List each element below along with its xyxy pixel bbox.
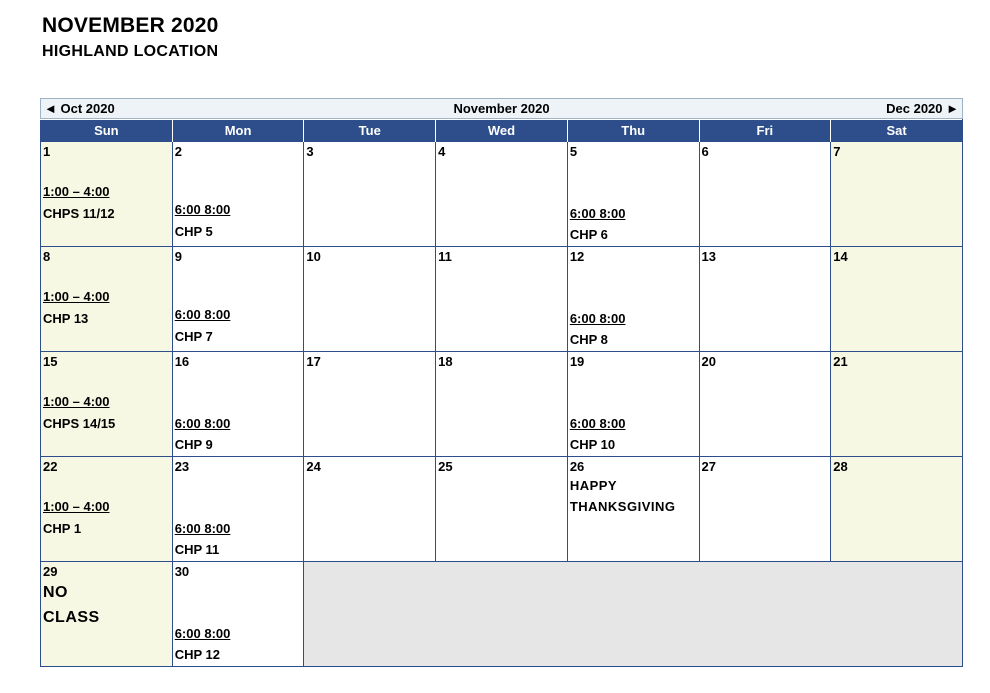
day-cell-6[interactable] <box>699 142 831 247</box>
day-cell-15[interactable] <box>41 352 173 457</box>
no-class-line2: CLASS <box>43 609 100 626</box>
holiday-label-line2: THANKSGIVING <box>569 499 676 514</box>
calendar-grid <box>40 119 963 667</box>
event-time[interactable]: 6:00 8:00 <box>569 416 626 431</box>
day-cell-29[interactable] <box>41 562 173 667</box>
day-cell-2[interactable] <box>172 142 304 247</box>
next-month-link[interactable]: Dec 2020 ► <box>886 101 959 116</box>
weekday-mon: Mon <box>172 120 304 142</box>
event-label: CHP 1 <box>43 521 82 536</box>
day-cell-18[interactable] <box>436 352 568 457</box>
day-number: 1 <box>43 144 51 159</box>
week-row <box>41 457 963 562</box>
day-number: 16 <box>174 354 190 369</box>
event-time[interactable]: 6:00 8:00 <box>174 521 231 536</box>
event-label: CHP 9 <box>174 437 213 452</box>
week-row <box>41 247 963 352</box>
event-label: CHP 7 <box>174 329 213 344</box>
day-number: 10 <box>306 249 321 264</box>
day-cell-27[interactable] <box>699 457 831 562</box>
day-cell-9[interactable] <box>172 247 304 352</box>
event-time[interactable]: 1:00 – 4:00 <box>43 394 110 409</box>
day-number: 27 <box>701 459 716 474</box>
calendar-nav-bar <box>40 98 963 119</box>
event-time[interactable]: 6:00 8:00 <box>569 311 626 326</box>
day-cell-21[interactable] <box>831 352 963 457</box>
page-title: NOVEMBER 2020 <box>42 14 219 37</box>
day-number: 6 <box>701 144 709 159</box>
weekday-wed: Wed <box>436 120 568 142</box>
day-number: 12 <box>569 249 585 264</box>
event-time[interactable]: 6:00 8:00 <box>174 307 231 322</box>
day-cell-24[interactable] <box>304 457 436 562</box>
day-number: 11 <box>438 249 452 264</box>
day-number: 5 <box>569 144 578 159</box>
day-number: 17 <box>306 354 321 369</box>
day-cell-7[interactable] <box>831 142 963 247</box>
day-number: 30 <box>174 564 190 579</box>
prev-month-link[interactable]: ◄ Oct 2020 <box>44 101 115 116</box>
day-cell-16[interactable] <box>172 352 304 457</box>
day-cell-19[interactable] <box>567 352 699 457</box>
day-number: 26 <box>569 459 585 474</box>
weekday-fri: Fri <box>699 120 831 142</box>
day-number: 18 <box>438 354 453 369</box>
event-label: CHP 10 <box>569 437 616 452</box>
event-label: CHP 5 <box>174 224 213 239</box>
event-time[interactable]: 6:00 8:00 <box>174 416 231 431</box>
event-label: CHPS 11/12 <box>43 206 115 221</box>
event-label: CHP 8 <box>569 332 608 347</box>
day-cell-8[interactable] <box>41 247 173 352</box>
event-time[interactable]: 6:00 8:00 <box>569 206 626 221</box>
event-label: CHP 6 <box>569 227 608 242</box>
day-number: 14 <box>833 249 848 264</box>
empty-days-filler <box>304 562 963 667</box>
day-cell-3[interactable] <box>304 142 436 247</box>
day-number: 29 <box>43 564 58 579</box>
day-cell-10[interactable] <box>304 247 436 352</box>
day-number: 19 <box>569 354 585 369</box>
day-cell-11[interactable] <box>436 247 568 352</box>
event-time[interactable]: 1:00 – 4:00 <box>43 289 110 304</box>
weekday-thu: Thu <box>567 120 699 142</box>
page-subtitle: HIGHLAND LOCATION <box>42 43 219 60</box>
day-cell-17[interactable] <box>304 352 436 457</box>
day-number: 4 <box>438 144 446 159</box>
event-label: CHPS 14/15 <box>43 416 116 431</box>
day-cell-22[interactable] <box>41 457 173 562</box>
day-number: 21 <box>833 354 848 369</box>
weekday-sun: Sun <box>41 120 173 142</box>
day-cell-4[interactable] <box>436 142 568 247</box>
day-cell-20[interactable] <box>699 352 831 457</box>
event-time[interactable]: 6:00 8:00 <box>174 626 231 641</box>
event-time[interactable]: 1:00 – 4:00 <box>43 184 110 199</box>
event-label: CHP 12 <box>174 647 220 662</box>
day-number: 2 <box>174 144 182 159</box>
day-number: 28 <box>833 459 848 474</box>
day-cell-5[interactable] <box>567 142 699 247</box>
day-number: 9 <box>174 249 182 264</box>
day-cell-30[interactable] <box>172 562 304 667</box>
week-row <box>41 352 963 457</box>
current-month-label: November 2020 <box>453 101 550 116</box>
week-row <box>41 562 963 667</box>
day-cell-26[interactable] <box>567 457 699 562</box>
day-cell-13[interactable] <box>699 247 831 352</box>
event-label: CHP 13 <box>43 311 89 326</box>
week-row <box>41 142 963 247</box>
calendar <box>40 98 963 667</box>
event-time[interactable]: 1:00 – 4:00 <box>43 499 110 514</box>
weekday-header-row <box>41 120 963 142</box>
day-number: 3 <box>306 144 314 159</box>
day-cell-14[interactable] <box>831 247 963 352</box>
day-cell-12[interactable] <box>567 247 699 352</box>
day-cell-25[interactable] <box>436 457 568 562</box>
weekday-sat: Sat <box>831 120 963 142</box>
day-number: 22 <box>43 459 58 474</box>
day-number: 24 <box>306 459 321 474</box>
weekday-tue: Tue <box>304 120 436 142</box>
day-cell-1[interactable] <box>41 142 173 247</box>
day-number: 13 <box>701 249 716 264</box>
holiday-label-line1: HAPPY <box>569 478 618 493</box>
event-label: CHP 11 <box>174 542 220 557</box>
day-cell-28[interactable] <box>831 457 963 562</box>
event-time[interactable]: 6:00 8:00 <box>174 202 231 217</box>
day-number: 8 <box>43 249 51 264</box>
day-number: 23 <box>174 459 190 474</box>
day-number: 25 <box>438 459 453 474</box>
day-number: 20 <box>701 354 716 369</box>
day-number: 15 <box>43 354 58 369</box>
day-number: 7 <box>833 144 841 159</box>
no-class-line1: NO <box>43 584 68 601</box>
day-cell-23[interactable] <box>172 457 304 562</box>
